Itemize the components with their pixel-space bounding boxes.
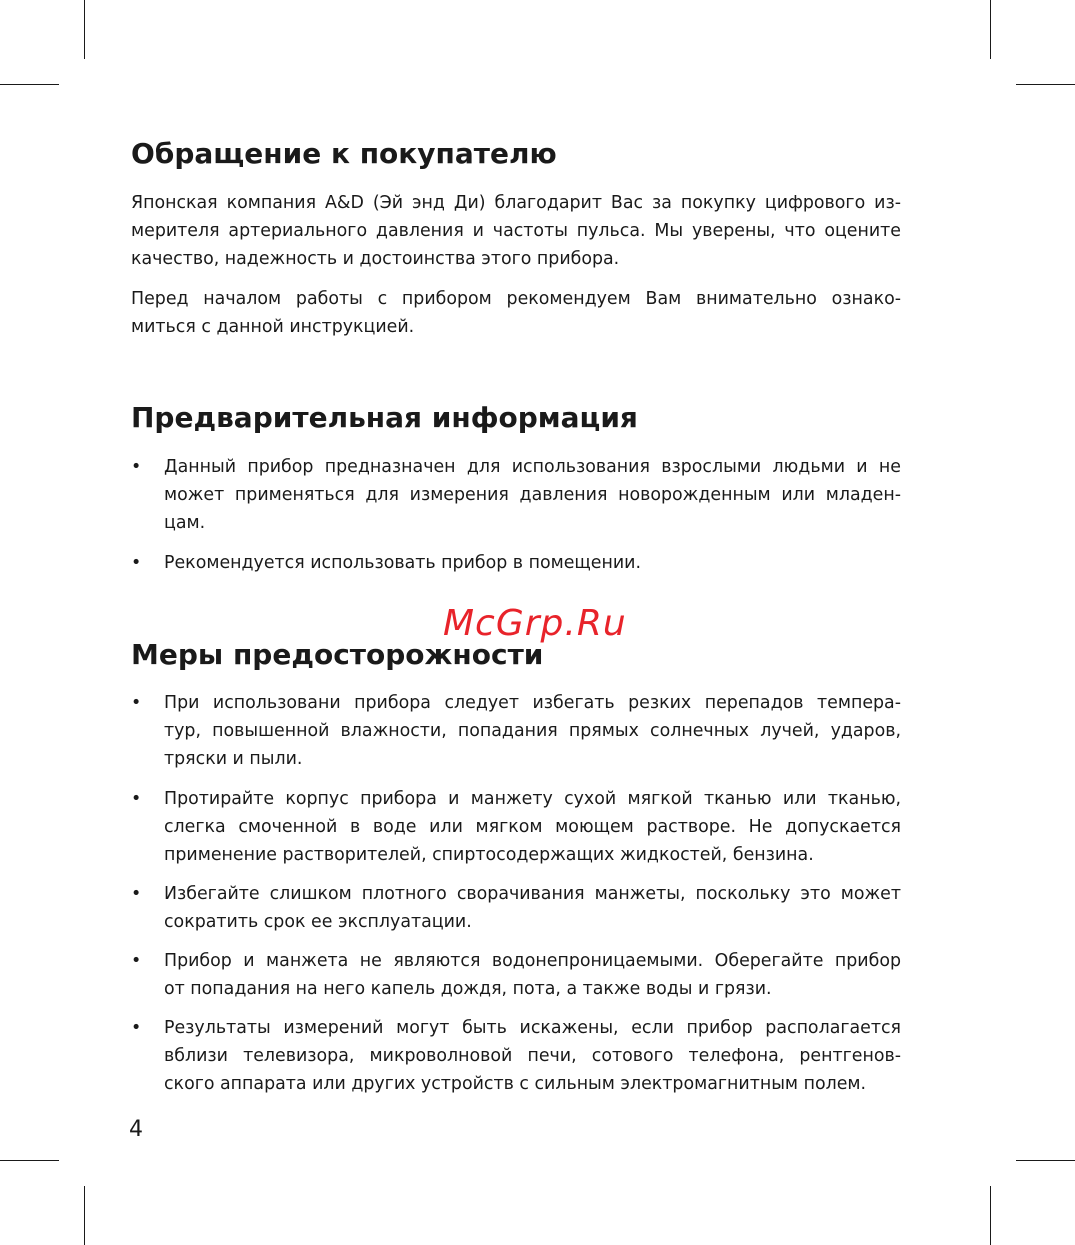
section-title-preliminary: Предварительная информация [131,401,638,434]
bullet-icon: • [131,553,142,573]
text-line: миться с данной инструкцией. [131,317,415,337]
bullet-icon: • [131,789,142,809]
bullet-icon: • [131,457,142,477]
crop-mark-bottom-left-horizontal [0,1160,59,1161]
list-item-text [164,947,901,1003]
text-line: тур, повышенной влажности, попадания прямых солнечных лучей, ударов, [164,721,901,741]
text-line: мерителя артериального давления и частоты пульса. Мы уверены, что оцените [131,221,901,241]
text-line: тряски и пыли. [164,749,303,769]
text-line: Рекомендуется использовать прибор в помещении. [164,553,641,573]
bullet-icon: • [131,951,142,971]
text-line: цам. [164,513,206,533]
text-line: При использовани прибора следует избегать резких перепадов темпера- [164,693,901,713]
crop-mark-bottom-right-horizontal [1016,1160,1075,1161]
text-line: вблизи телевизора, микроволновой печи, сотового телефона, рентгенов- [164,1046,901,1066]
text-line: сократить срок ее эксплуатации. [164,912,472,932]
page-number: 4 [129,1117,143,1142]
list-item-text [164,1014,901,1098]
list-item-text [164,785,901,869]
crop-mark-top-right-vertical [990,0,991,59]
bullet-icon: • [131,1018,142,1038]
text-line: Данный прибор предназначен для использования взрослыми людьми и не [164,457,901,477]
section-title-address: Обращение к покупателю [131,137,557,170]
text-line: Избегайте слишком плотного сворачивания манжеты, поскольку это может [164,884,901,904]
list-item-text [164,549,901,577]
list-item-text [164,689,901,773]
text-line: применение растворителей, спиртосодержащих жидкостей, бензина. [164,845,814,865]
watermark-logo: McGrp.Ru [443,603,627,644]
section-title-precautions: Меры предосторожности [131,638,544,671]
crop-mark-bottom-left-vertical [84,1186,85,1245]
list-item-text [164,880,901,936]
bullet-icon: • [131,884,142,904]
text-line: Прибор и манжета не являются водонепроницаемыми. Оберегайте прибор [164,951,901,971]
text-line: от попадания на него капель дождя, пота, а также воды и грязи. [164,979,772,999]
crop-mark-top-left-horizontal [0,84,59,85]
address-paragraph-1 [131,189,901,273]
crop-mark-top-right-horizontal [1016,84,1075,85]
address-paragraph-2 [131,285,901,341]
text-line: ского аппарата или других устройств с сильным электромагнитным полем. [164,1074,867,1094]
text-line: Японская компания A&D (Эй энд Ди) благодарит Вас за покупку цифрового из- [131,193,901,213]
text-line: Перед началом работы с прибором рекомендуем Вам внимательно ознако- [131,289,901,309]
bullet-icon: • [131,693,142,713]
crop-mark-bottom-right-vertical [990,1186,991,1245]
text-line: качество, надежность и достоинства этого прибора. [131,249,620,269]
text-line: Протирайте корпус прибора и манжету сухой мягкой тканью или тканью, [164,789,901,809]
crop-mark-top-left-vertical [84,0,85,59]
list-item-text [164,453,901,537]
text-line: может применяться для измерения давления новорожденным или младен- [164,485,901,505]
text-line: Результаты измерений могут быть искажены, если прибор располагается [164,1018,901,1038]
text-line: слегка смоченной в воде или мягком моющем растворе. Не допускается [164,817,901,837]
